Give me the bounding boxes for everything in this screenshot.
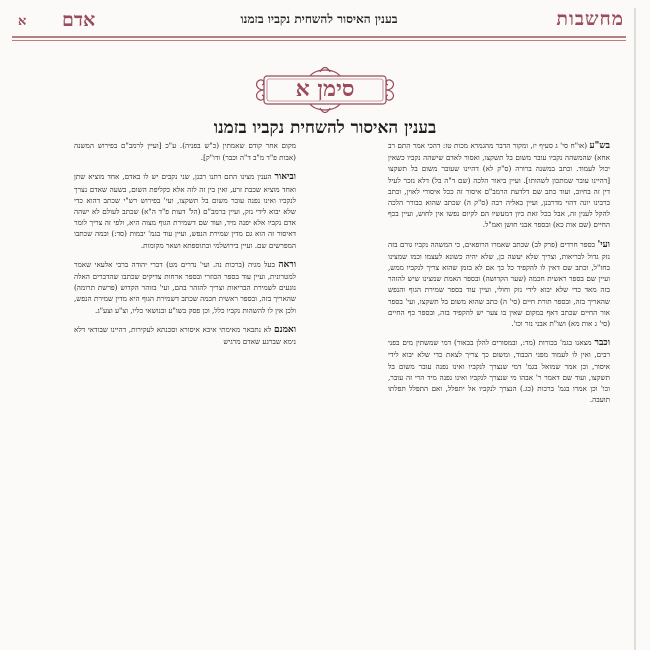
paragraph-lead-word: בש"ע [589, 141, 610, 151]
paragraph-lead-word: ועי' [597, 239, 610, 250]
right-column [388, 140, 610, 413]
paragraph-lead-word: וביאור [274, 172, 296, 183]
paragraph-lead-word: וראה [278, 259, 296, 270]
paragraph [388, 239, 610, 330]
paragraph [74, 259, 296, 316]
book-title-left: אדם [62, 9, 96, 31]
paragraph-lead-word: וכבר [594, 338, 610, 349]
paragraph-lead-word: ואמנם [274, 324, 296, 335]
paragraph [74, 140, 296, 163]
chapter-label: סימן א [295, 76, 355, 102]
book-title: מחשבות [556, 8, 624, 30]
header-rule-thin [12, 40, 626, 41]
header-rule [12, 36, 626, 38]
paragraph [388, 140, 610, 231]
paragraph-text: מצאנו בגמ' בכורות (מד:, ובמסורים להלן בבאור) דמי שמשתין מים בפני רבים, ואין לו לעמוד מפני הכבוד, ומשום כך צריך לצאת כדי שלא יבוא לידי איסור, וכן אמר שמואל בגמ' דמי שנצרך לנקביו ואינו נפנה עובר משום בל תשקצו, ועוד שם דאמר ר' אבהו מי שנצרך לנקביו ואינו נפנה מיד הרי זה עובר, וכו' וכן אמרו בגמ' ברכות (כג.) הנצרך לנקביו אל יתפלל, ואם התפלל תפלתו תועבה. [388, 338, 610, 405]
paragraph-text: מקום אחר קודם שאמתין (כ"ש בפניה). ע"כ [ועיין לרמב"ם בפירוש המשנה (אבות פ"ד מ"ב ד"ה וכבר) ודו"ק]. [74, 141, 296, 163]
paragraph-text: בספר חרדים (פרק לב) שכתב שאמרו הרופאים, כי המשהה נקביו גורם בזה נזק גדול לבריאות, וצריך שלא יעשה כן, שלא יהיה כשונא לעצמו וכמו שמצינו בחז"ל, וכתב שם דאין לו להקפיד כל כך אם לא בזמן שהוא צריך לנקביו ממש, ועיין שם בספר ראשית חכמה (שער הקדושה) ובספר האמת שמצינו שיש להזהר בזה מאד כדי שלא יבוא לידי נזק וחולי, ועיין עוד בספר שמירת הגוף והנפש שהאריך בזה, ובספר תורת חיים (סי' ה) כתב שהוא משום בל תשקצו, ועי' בספר אור החיים שכתב דאף במקום שאין בו צער יש להקפיד בזה, ובספר כף החיים (סי' ג אות מא) ושו"ת אבני נזר וכו'. [388, 239, 610, 329]
left-column [74, 140, 296, 355]
chapter-title: בענין האיסור להשחית נקביו בזמנו [213, 118, 437, 138]
running-header [14, 8, 624, 36]
paragraph-text: לא נתבאר מאימתי איכא איסורא וסכנתא לעקירות, דהיינו שבודאי דלא נימא שברגע שאדם מרגיש [74, 324, 296, 347]
paragraph [74, 171, 296, 250]
running-head: בענין האיסור להשחית נקביו בזמנו [240, 12, 398, 26]
paragraph-text: הענין מצינו התם דתנו רבנן, שני נקבים יש לו באדם, אחד מוציא שתן ואחד מוציא שכבת זרע, ואין בין זה לזה אלא כקליפת השום, בשעה שאדם נצרך לנקביו ואינו נפנה עובר משום בל תשקצו, ועי' בפירוש רש"י שכתב דהוא כדי שלא יבוא לידי נזק, ועיין ברמב"ם (הל' דעות פ"ד ה"א) שכתב לעולם לא ישהה אדם נקביו אלא יפנה מיד, ועוד שם דשמירת הגוף מצוה היא, ולפי זה צריך לומר דאיסור זה הוא גם מדין שמירת הנפש, ועיין עוד בגמ' יבמות (סד:) ובמה שכתבו המפרשים שם. ועיין בירושלמי ובתוספתא ושאר מקומות. [74, 172, 296, 250]
paragraph-text: בעל מגיה (ברכות נה. ועי' נדרים מט) דברי יהודה ברבי אלעאי שאמר למטרונית, ועיין עוד בספר הכוזרי ובספר ארחות צדיקים שכתבו שהדברים האלה נוגעים לשמירת הבריאות וצריך להזהר בהם, ועי' בזוהר הקדוש (פרשת תרומה) שהאריך בזה, ובספר ראשית חכמה שכתב דשמירת הגוף היא מדין שמירת הנפש, ולכן אין לו להשהות נקביו כלל, וכן פסק בשו"ע ובנושאי כליו, וצ"ע וצע"ג. [74, 259, 296, 315]
paragraph-text: (או"ח סי' ג סעיף יז, ומקור הדבר מהגמרא מכות טז: דהכי אמר התם רב אחא) שהמשהה נקביו עובר משום בל תשקצו, ואסור לאדם שישהה נקביו כשאין יכול לעמוד. וכתב במשנה ברורה (ס"ק לא) דהיינו שעובר משום בל תשקצו [דהיינו עובר שמתכון לשהותו]. ועיין ביאור הלכה (שם ד"ה בל) דלא נזכר לעיל דין זה בחיוב, ועוד כתב שם דלדעת הרמב"ם איסור זה ככל איסורי לאוין, וכתב ברבינו יונה דהוי מדרבנן, ועיין באליה רבה (ס"ק ה) שכתב שהוא כבורר הלכה להקל לענין זה, אבל בכל זאת כיון דמעשיו הם לקיום נפשו אין לחוש, ועיין בכף החיים (שם אות כא) ובספר אבני חושן ואמ"ל. [388, 141, 610, 230]
page-number: א [18, 14, 27, 29]
paragraph [74, 324, 296, 347]
paragraph [388, 337, 610, 405]
page-edge [634, 8, 636, 650]
